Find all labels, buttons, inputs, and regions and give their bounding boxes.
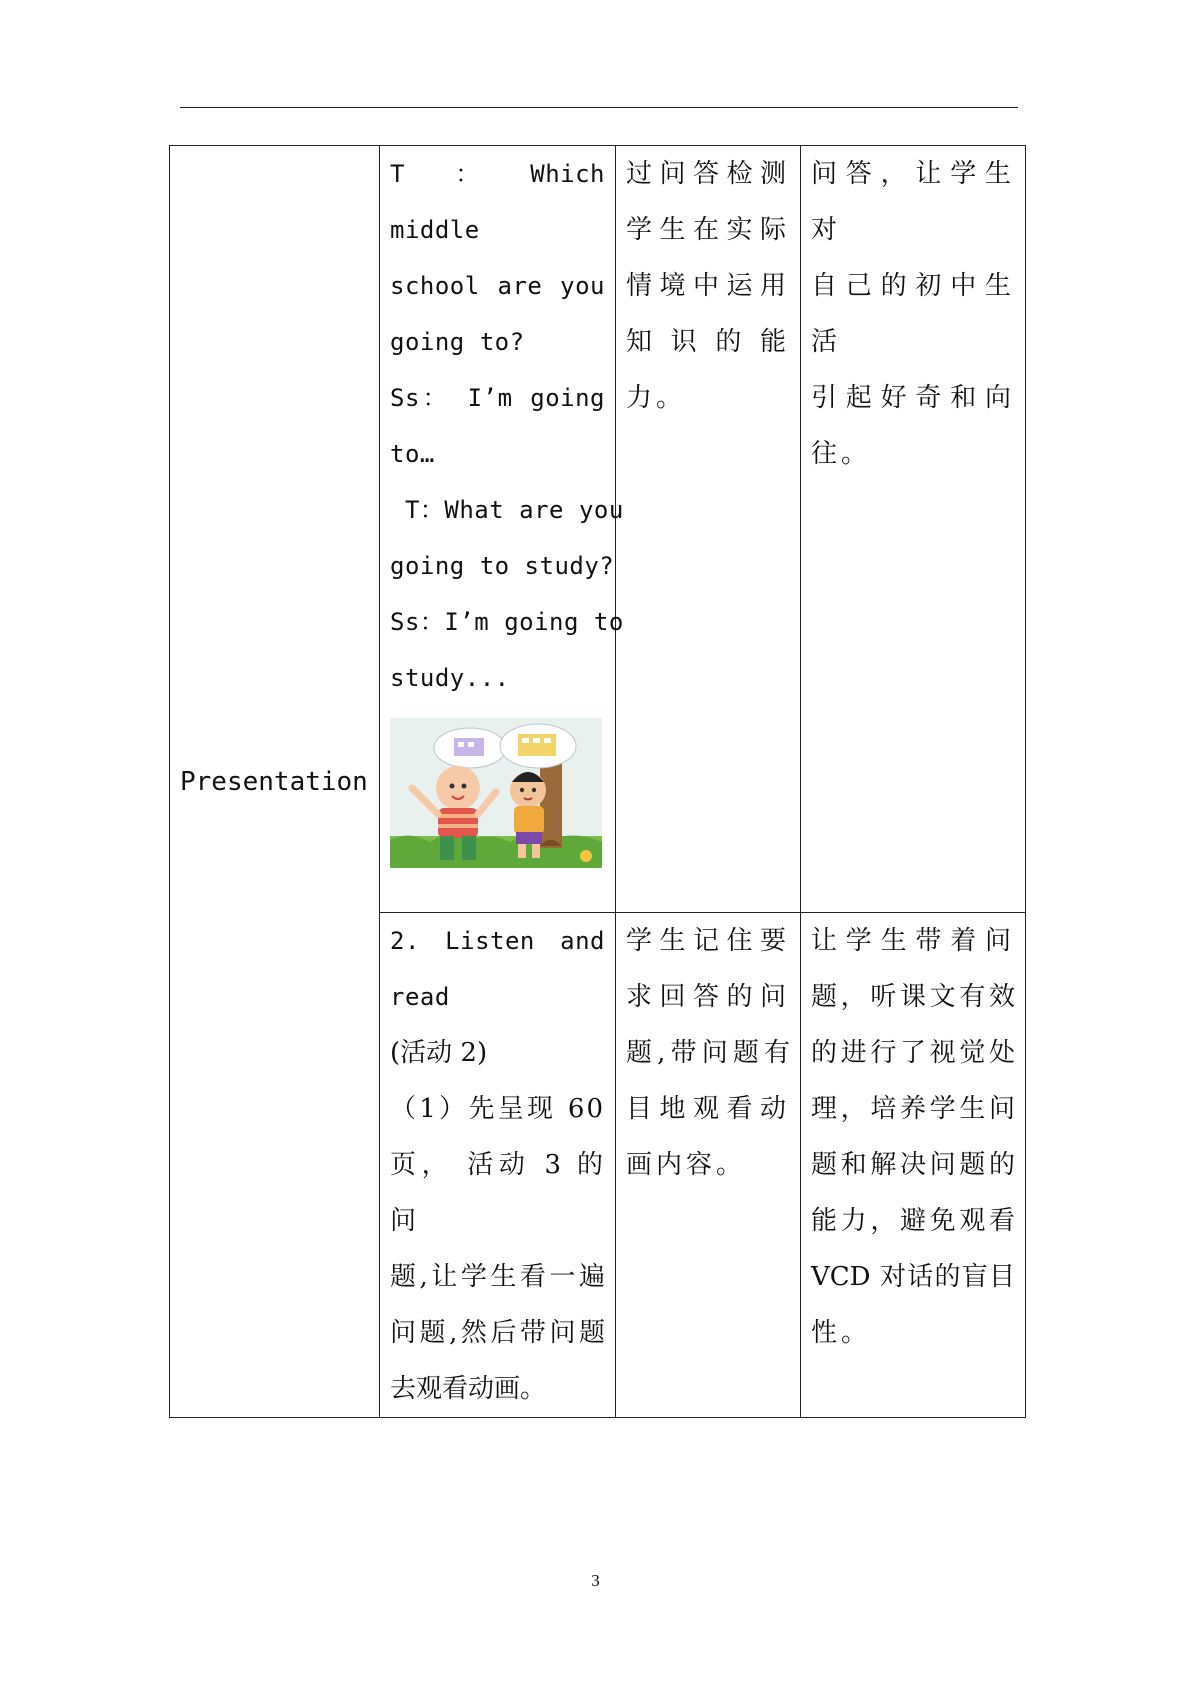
purpose-line: 目地观看动 [626, 1094, 790, 1124]
lesson-plan-table [169, 145, 1026, 1418]
intent-cell [801, 913, 1026, 1418]
activity-line: Ss： I’m going [390, 384, 605, 412]
intent-line: 理，培养学生问 [811, 1094, 1015, 1124]
intent-line: 性。 [811, 1318, 872, 1348]
page-number: 3 [591, 1571, 600, 1590]
purpose-line: 知识的能力。 [626, 327, 790, 413]
cartoon-illustration [390, 718, 602, 868]
activity-line: to… [390, 440, 435, 468]
purpose-line: 画内容。 [626, 1150, 747, 1180]
intent-line: 的进行了视觉处 [811, 1038, 1015, 1068]
activity-line: Ss：I’m going to [390, 608, 624, 636]
activity-line: school are you [390, 272, 605, 300]
activity-line: going to study? [390, 552, 615, 580]
activity-line: 去观看动画。 [390, 1374, 547, 1404]
intent-line: VCD 对话的盲目 [811, 1262, 1015, 1292]
purpose-line: 学生记住要 [626, 926, 790, 956]
activity-line: 题,让学生看一遍 [390, 1262, 605, 1292]
activity-line: study... [390, 664, 510, 692]
purpose-line: 学生在实际 [626, 215, 790, 245]
activity-line: going to? [390, 328, 525, 356]
activity-line: 问题,然后带问题 [390, 1318, 605, 1348]
intent-line: 往。 [811, 439, 872, 469]
activity-line: T：What are you [390, 496, 624, 524]
activity-text [390, 146, 624, 706]
activity-line: (活动 2) [390, 1038, 488, 1068]
intent-cell [801, 146, 1026, 913]
intent-line: 能力，避免观看 [811, 1206, 1015, 1236]
activity-line: read [390, 983, 450, 1011]
activity-line: T：Which middle [390, 160, 605, 244]
table-row [170, 146, 1026, 913]
activity-line: 2. Listen and [390, 927, 605, 955]
activity-line: 页， 活动 3 的问 [390, 1150, 605, 1236]
header-rule [180, 107, 1018, 108]
purpose-line: 情境中运用 [626, 271, 790, 301]
intent-line: 引起好奇和向 [811, 383, 1015, 413]
activity-cell [380, 146, 624, 913]
activity-line: （1）先呈现 60 [390, 1094, 605, 1124]
intent-line: 题和解决问题的 [811, 1150, 1015, 1180]
intent-line: 问答，让学生对 [811, 159, 1015, 245]
purpose-line: 过问答检测 [626, 159, 790, 189]
intent-line: 让学生带着问 [811, 926, 1015, 956]
purpose-cell [616, 146, 801, 913]
activity-cell [380, 913, 616, 1418]
intent-line: 自己的初中生活 [811, 271, 1015, 357]
intent-line: 题，听课文有效 [811, 982, 1015, 1012]
stage-label: Presentation [180, 766, 368, 797]
purpose-line: 求回答的问 [626, 982, 790, 1012]
purpose-cell [616, 913, 801, 1418]
purpose-line: 题,带问题有 [626, 1038, 790, 1068]
stage-cell [170, 146, 380, 1418]
